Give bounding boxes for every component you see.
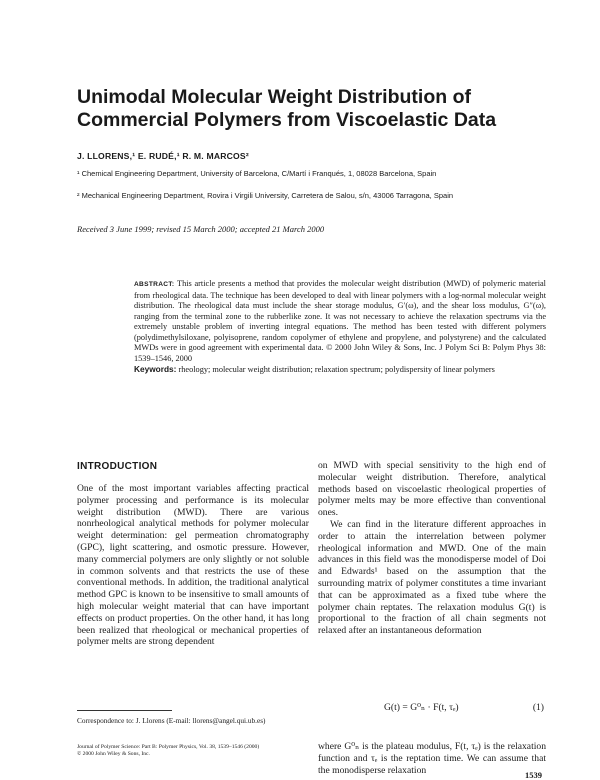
abstract-paragraph	[134, 279, 546, 364]
section-heading-introduction: INTRODUCTION	[77, 461, 158, 472]
article-title: Unimodal Molecular Weight Distribution of Commercial Polymers from Viscoelastic Data	[77, 86, 497, 131]
equation-expression: G(t) = G⁰ₙ · F(t, τₑ)	[384, 702, 459, 713]
keywords-text: rheology; molecular weight distribution; relaxation spectrum; polydispersity of linear polymers	[178, 365, 495, 374]
correspondence-footnote: Correspondence to: J. Llorens (E-mail: llorens@angel.qui.ub.es)	[77, 716, 266, 725]
body-paragraph-right-2: We can find in the literature different approaches in order to attain the interrelation between polymer rheological information and MWD. One of the main advances in this field was the monodisperse model of Doi and Edwards¹ based on the assumption that the surrounding matrix of polymer constitutes a time invariant that can be approximated as a fixed tube where the polymer chain reptates. The relaxation modulus G(t) is proportional to the fraction of all chain segments not relaxed after an instantaneous deformation	[318, 518, 546, 637]
body-paragraph-right-1: on MWD with special sensitivity to the high end of molecular weight distribution. Therefore, analytical methods based on viscoelastic rheological properties of polymer melts may be more effective than conventional ones.	[318, 460, 546, 519]
abstract-text: This article presents a method that provides the molecular weight distribution (MWD) of polymeric material from rheological data. The technique has been developed to deal with linear polymers with a log-normal molecular weight distribution. The rheological data must include the shear storage modulus, G′(ω), and the shear loss modulus, G″(ω), ranging from the terminal zone to the rubberlike zone. It was not necessary to achieve the relaxation spectrums via the extremely unstable problem of inverting integral equations. The method has been tested with different polymers (polydimethylsiloxane, polyisoprene, random copolymer of ethylene and propylene, and polystyrene) and the calculated MWDs were in good agreement with experimental data.	[134, 279, 546, 352]
footnote-divider	[77, 710, 172, 711]
equation-1	[318, 702, 546, 718]
body-paragraph-right-3: where G⁰ₙ is the plateau modulus, F(t, τₑ) is the relaxation function and τₑ is the reptation time. We can assume that the monodisperse relaxation	[318, 741, 546, 776]
affiliation-2: ² Mechanical Engineering Department, Rovira i Virgili University, Carretera de Salou, s/n, 43006 Tarragona, Spain	[77, 191, 454, 200]
body-paragraph-left: One of the most important variables affecting practical polymer processing and performance is its molecular weight distribution (MWD). There are various nonrheological analytical methods for polymer molecular weight determination: gel permeation chromatography (GPC), light scattering, and osmotic pressure. However, many commercial polymers are only slightly or not soluble in common solvents and that restricts the use of these conventional methods. In addition, the traditional analytical method GPC is known to be insensitive to small amounts of high molecular weight material that can have important effects on product properties. On the other hand, it has long been realized that rheological or mechanical properties of polymer melts are strong dependent	[77, 483, 309, 648]
received-dates: Received 3 June 1999; revised 15 March 2000; accepted 21 March 2000	[77, 224, 325, 234]
affiliation-1: ¹ Chemical Engineering Department, University of Barcelona, C/Martí i Franqués, 1, 08028 Barcelona, Spain	[77, 169, 437, 178]
journal-copyright: © 2000 John Wiley & Sons, Inc.	[77, 751, 150, 757]
journal-citation	[77, 744, 309, 758]
abstract-copyright: © 2000 John Wiley & Sons, Inc. J Polym Sci B: Polym Phys 38: 1539–1546, 2000	[134, 343, 546, 363]
keywords-paragraph	[134, 364, 546, 376]
abstract-block	[134, 279, 546, 376]
abstract-label: ABSTRACT:	[134, 281, 175, 288]
keywords-label: Keywords:	[134, 364, 177, 374]
equation-number: (1)	[532, 702, 544, 713]
body-column-right	[318, 460, 546, 637]
page-number: 1539	[525, 770, 542, 780]
author-list: J. LLORENS,¹ E. RUDÉ,¹ R. M. MARCOS²	[77, 151, 249, 161]
journal-line: Journal of Polymer Science: Part B: Polymer Physics, Vol. 38, 1539–1546 (2000)	[77, 744, 260, 750]
